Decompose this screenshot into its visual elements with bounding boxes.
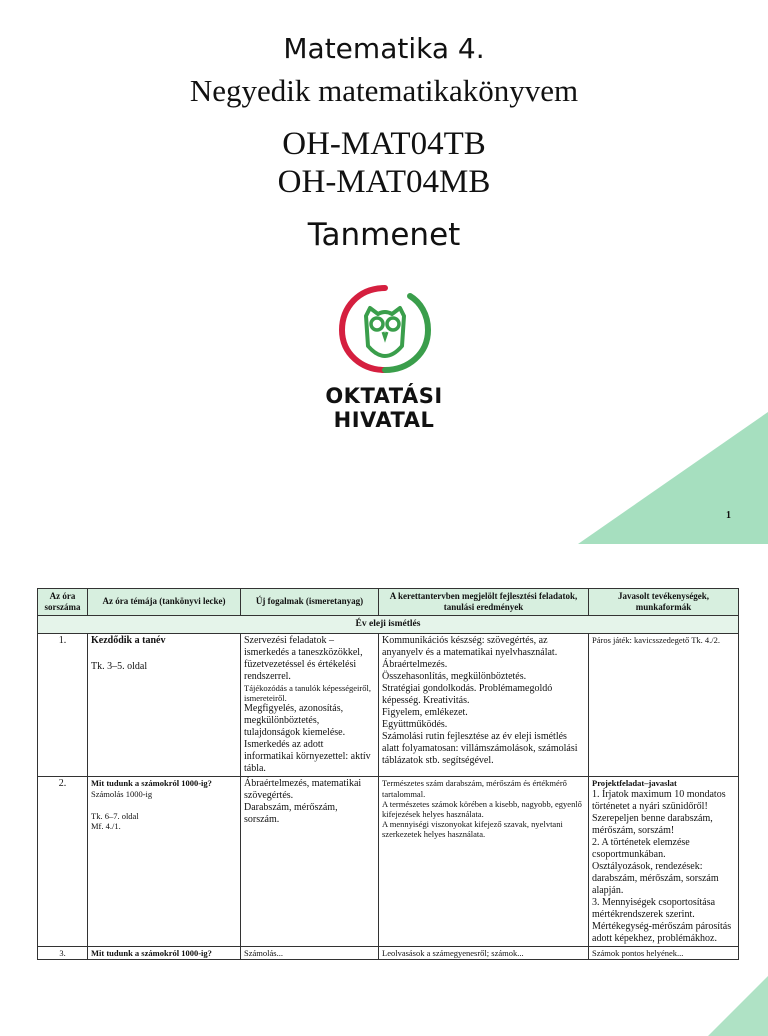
- lesson-topic-title: Kezdődik a tanév: [91, 634, 166, 646]
- lesson-activities: [589, 633, 739, 776]
- activity-line: 3. Mennyiségek csoportosítása mértékrendszerek szerint.: [592, 896, 716, 920]
- goal-line: Stratégiai gondolkodás. Problémamegoldó képesség. Kreativitás.: [382, 682, 553, 706]
- decorative-triangle: [708, 976, 768, 1036]
- lesson-goals: [379, 633, 589, 776]
- goal-line: Figyelem, emlékezet.: [382, 706, 468, 718]
- product-code-1: OH-MAT04TB: [282, 126, 486, 162]
- activity-line: Páros játék: kavicsszedegető Tk. 4./2.: [592, 634, 721, 645]
- header-development-goals: A kerettantervben megjelölt fejlesztési feladatok, tanulási eredmények: [379, 589, 589, 616]
- concept-line: Ábraértelmezés, matematikai szövegértés.: [244, 778, 362, 802]
- brand-name-line1: OKTATÁSI: [325, 384, 443, 408]
- goal-line: Összehasonlítás, megkülönböztetés.: [382, 670, 527, 682]
- lesson-topic: [88, 777, 241, 946]
- header-new-concepts: Új fogalmak (ismeretanyag): [241, 589, 379, 616]
- owl-logo-icon: [334, 284, 436, 374]
- document-type: Tanmenet: [307, 217, 461, 253]
- activity-heading: Projektfeladat–javaslat: [592, 778, 677, 789]
- activity-line: 2. A történetek elemzése csoportmunkában.: [592, 836, 690, 860]
- book-title: Matematika 4.: [283, 32, 485, 65]
- lesson-topic: [88, 633, 241, 776]
- lesson-goals: [379, 777, 589, 946]
- table-row: [38, 946, 739, 959]
- header-lesson-topic: Az óra témája (tankönyvi lecke): [88, 589, 241, 616]
- header-activities: Javasolt tevékenységek, munkaformák: [589, 589, 739, 616]
- goal-line: Természetes szám darabszám, mérőszám és értékmérő tartalommal.: [382, 778, 567, 799]
- table-row: [38, 777, 739, 946]
- decorative-triangle: [578, 412, 768, 544]
- lesson-number: 2.: [38, 777, 88, 946]
- lesson-topic-title: Mit tudunk a számokról 1000-ig?: [91, 778, 212, 789]
- concept-line: Megfigyelés, azonosítás, megkülönböztetés, tulajdonságok kiemelése.: [244, 703, 346, 739]
- section-row: [38, 615, 739, 633]
- lesson-topic-line: Tk. 6–7. oldal: [91, 810, 139, 821]
- concept-line: Darabszám, mérőszám, sorszám.: [244, 802, 338, 826]
- goal-line: Ábraértelmezés.: [382, 658, 448, 670]
- goal-line: Kommunikációs készség: szövegértés, az anyanyelv és a matematikai nyelvhasználat.: [382, 634, 558, 658]
- lesson-topic-line: Számolás 1000-ig: [91, 788, 153, 799]
- plan-page: [0, 566, 768, 1036]
- concept-line: Szervezési feladatok – ismerkedés a taneszközökkel, füzetvezetéssel és értékelési rendszerrel.: [244, 634, 363, 682]
- lesson-topic-line: Tk. 3–5. oldal: [91, 660, 148, 672]
- lesson-concepts: Számolás...: [241, 946, 379, 959]
- concept-line: Tájékozódás a tanulók képességeiről, ismereteiről.: [244, 682, 371, 704]
- lesson-number: 1.: [38, 633, 88, 776]
- lesson-concepts: [241, 777, 379, 946]
- lesson-activities: [589, 777, 739, 946]
- lesson-topic-title: Mit tudunk a számokról 1000-ig?: [88, 946, 241, 959]
- goal-line: Együttműködés.: [382, 718, 448, 730]
- activity-line: 1. Írjatok maximum 10 mondatos történetet a nyári szünidőről! Szerepeljen benne darabszám, mérőszám, sorszám!: [592, 788, 726, 836]
- concept-line: Ismerkedés az adott informatikai környezettel: aktív tábla.: [244, 739, 371, 775]
- table-row: [38, 633, 739, 776]
- header-lesson-number: Az óra sorszáma: [38, 589, 88, 616]
- lesson-activities: Számok pontos helyének...: [589, 946, 739, 959]
- lesson-plan-table: [37, 588, 739, 960]
- lesson-topic-line: Mf. 4./1.: [91, 820, 121, 831]
- activity-line: Osztályozások, rendezések: darabszám, mérőszám, sorszám alapján.: [592, 860, 719, 896]
- table-header-row: [38, 589, 739, 616]
- brand-name-line2: HIVATAL: [333, 408, 435, 432]
- lesson-concepts: [241, 633, 379, 776]
- book-subtitle: Negyedik matematikakönyvem: [189, 73, 579, 108]
- section-title: Év eleji ismétlés: [38, 615, 739, 633]
- goal-line: Számolási rutin fejlesztése az év eleji ismétlés alatt folyamatosan: villámszámolások, számolási táblázatok stb. segítségével.: [382, 730, 578, 766]
- lesson-number: 3.: [38, 946, 88, 959]
- activity-line: Mértékegység-mérőszám párosítás adott képekhez, problémákhoz.: [592, 920, 732, 944]
- product-code-2: OH-MAT04MB: [277, 164, 491, 200]
- goal-line: A mennyiségi viszonyokat kifejező szavak, nyelvtani szerkezetek helyes használata.: [382, 819, 563, 840]
- lesson-goals: Leolvasások a számegyenesről; számok...: [379, 946, 589, 959]
- page-number: 1: [726, 510, 731, 521]
- goal-line: A természetes számok körében a kisebb, nagyobb, egyenlő kifejezések helyes használata.: [382, 798, 582, 819]
